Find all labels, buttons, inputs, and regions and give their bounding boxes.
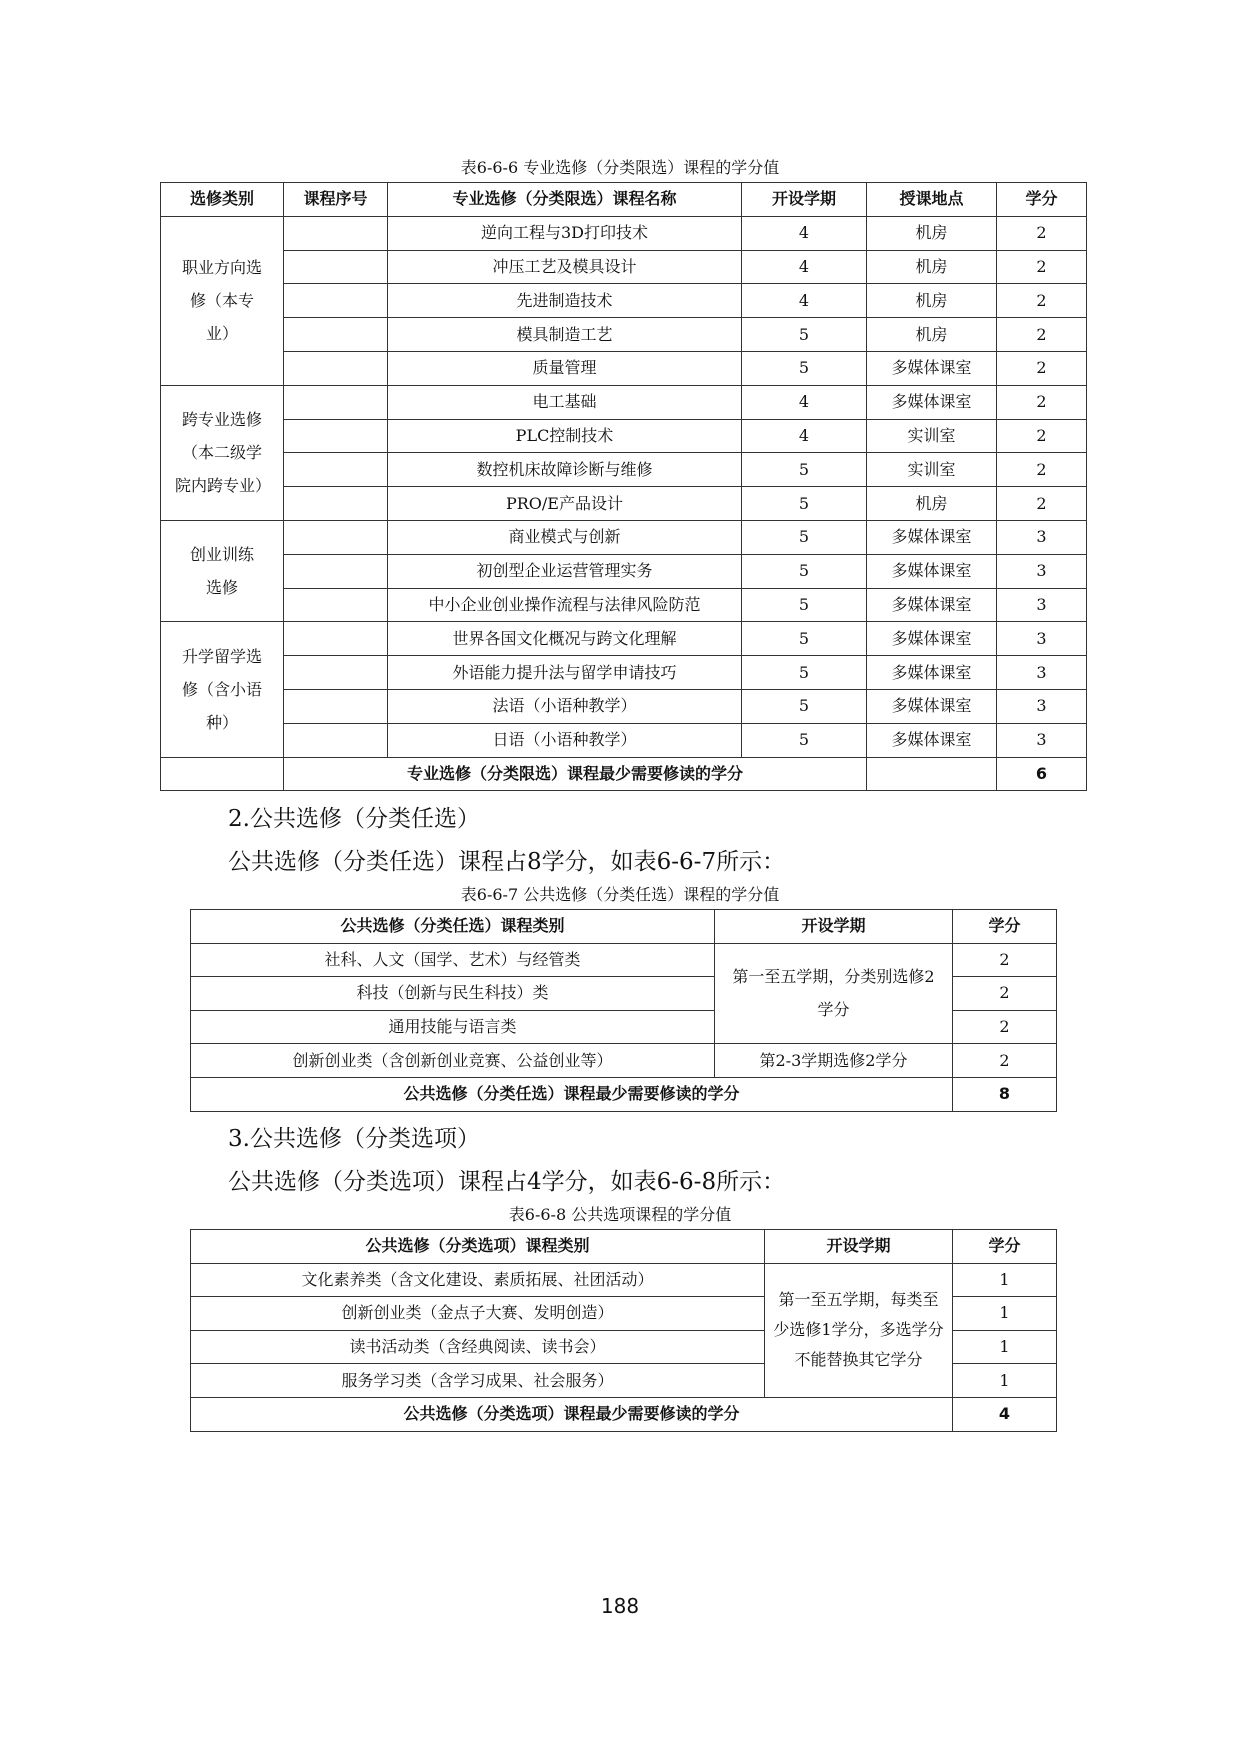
table-row: [161, 385, 1087, 419]
credit-cell: 2: [997, 351, 1087, 385]
header-course-no: 课程序号: [284, 183, 388, 217]
table-row: [161, 554, 1087, 588]
page-number: 188: [600, 1594, 640, 1618]
table-row: [161, 487, 1087, 521]
course-name-cell: 初创型企业运营管理实务: [388, 554, 742, 588]
table-row: [161, 723, 1087, 757]
course-name-cell: 先进制造技术: [388, 284, 742, 318]
table-row: [191, 1044, 1057, 1078]
course-no-cell: [284, 318, 388, 352]
type-cell: 创新创业类（含创新创业竞赛、公益创业等）: [191, 1044, 715, 1078]
category-cell: 创业训练选修: [161, 520, 284, 621]
type-cell: 服务学习类（含学习成果、社会服务）: [191, 1364, 765, 1398]
credit-cell: 2: [953, 1044, 1057, 1078]
place-cell: 多媒体课室: [867, 554, 997, 588]
table-row: [161, 250, 1087, 284]
course-no-cell: [284, 723, 388, 757]
credit-cell: 1: [953, 1364, 1057, 1398]
type-cell: 社科、人文（国学、艺术）与经管类: [191, 943, 715, 977]
table-row: [191, 943, 1057, 977]
credit-cell: 2: [953, 977, 1057, 1011]
course-name-cell: 法语（小语种教学）: [388, 689, 742, 723]
term-cell: 5: [742, 656, 867, 690]
term-cell: 5: [742, 318, 867, 352]
table-row: [191, 1263, 1057, 1297]
place-cell: 多媒体课室: [867, 689, 997, 723]
place-cell: 机房: [867, 216, 997, 250]
table1-caption: 表6-6-6 专业选修（分类限选）课程的学分值: [460, 158, 780, 177]
credit-cell: 1: [953, 1297, 1057, 1331]
course-no-cell: [284, 216, 388, 250]
term-cell: 4: [742, 419, 867, 453]
footer-empty-cell: [161, 757, 284, 791]
course-name-cell: 外语能力提升法与留学申请技巧: [388, 656, 742, 690]
term-merged-cell: 第一至五学期，分类别选修2学分: [715, 943, 953, 1044]
header-credit: 学分: [953, 910, 1057, 944]
term-cell: 5: [742, 351, 867, 385]
course-no-cell: [284, 622, 388, 656]
header-term: 开设学期: [742, 183, 867, 217]
course-name-cell: 中小企业创业操作流程与法律风险防范: [388, 588, 742, 622]
term-cell: 5: [742, 723, 867, 757]
footer-total-credit: 4: [953, 1397, 1057, 1431]
section2-heading: 2.公共选修（分类任选）: [228, 806, 480, 832]
place-cell: 机房: [867, 250, 997, 284]
credit-cell: 2: [997, 487, 1087, 521]
place-cell: 多媒体课室: [867, 351, 997, 385]
course-no-cell: [284, 385, 388, 419]
header-type: 公共选修（分类任选）课程类别: [191, 910, 715, 944]
course-name-cell: 商业模式与创新: [388, 520, 742, 554]
term-cell: 4: [742, 385, 867, 419]
header-type: 公共选修（分类选项）课程类别: [191, 1230, 765, 1264]
term-cell: 5: [742, 487, 867, 521]
table-public-optional: [190, 909, 1057, 1112]
header-credit: 学分: [997, 183, 1087, 217]
term-cell: 5: [742, 622, 867, 656]
table-row: [161, 351, 1087, 385]
table-row: [161, 588, 1087, 622]
table3-caption: 表6-6-8 公共选项课程的学分值: [508, 1205, 732, 1224]
header-place: 授课地点: [867, 183, 997, 217]
course-name-cell: 世界各国文化概况与跨文化理解: [388, 622, 742, 656]
term-cell: 4: [742, 250, 867, 284]
footer-label: 公共选修（分类选项）课程最少需要修读的学分: [191, 1397, 953, 1431]
place-cell: 实训室: [867, 453, 997, 487]
category-cell: 职业方向选修（本专业）: [161, 216, 284, 385]
place-cell: 多媒体课室: [867, 656, 997, 690]
credit-cell: 2: [953, 1010, 1057, 1044]
footer-label: 专业选修（分类限选）课程最少需要修读的学分: [284, 757, 867, 791]
course-no-cell: [284, 250, 388, 284]
course-name-cell: 电工基础: [388, 385, 742, 419]
course-name-cell: 逆向工程与3D打印技术: [388, 216, 742, 250]
place-cell: 多媒体课室: [867, 622, 997, 656]
section3-heading: 3.公共选修（分类选项）: [228, 1126, 480, 1152]
term-cell: 5: [742, 689, 867, 723]
credit-cell: 2: [953, 943, 1057, 977]
table-footer-row: [161, 757, 1087, 791]
credit-cell: 2: [997, 318, 1087, 352]
course-no-cell: [284, 453, 388, 487]
term-cell: 5: [742, 554, 867, 588]
credit-cell: 1: [953, 1263, 1057, 1297]
course-no-cell: [284, 588, 388, 622]
type-cell: 创新创业类（金点子大赛、发明创造）: [191, 1297, 765, 1331]
table-row: [161, 284, 1087, 318]
course-no-cell: [284, 284, 388, 318]
term-cell: 第2-3学期选修2学分: [715, 1044, 953, 1078]
place-cell: 机房: [867, 487, 997, 521]
footer-empty-cell: [867, 757, 997, 791]
place-cell: 多媒体课室: [867, 588, 997, 622]
course-no-cell: [284, 554, 388, 588]
credit-cell: 2: [997, 284, 1087, 318]
table-row: [161, 216, 1087, 250]
header-term: 开设学期: [715, 910, 953, 944]
course-name-cell: 冲压工艺及模具设计: [388, 250, 742, 284]
header-category: 选修类别: [161, 183, 284, 217]
course-name-cell: 日语（小语种教学）: [388, 723, 742, 757]
term-cell: 5: [742, 520, 867, 554]
type-cell: 文化素养类（含文化建设、素质拓展、社团活动）: [191, 1263, 765, 1297]
credit-cell: 2: [997, 250, 1087, 284]
place-cell: 机房: [867, 284, 997, 318]
table-row: [161, 622, 1087, 656]
place-cell: 多媒体课室: [867, 385, 997, 419]
credit-cell: 3: [997, 622, 1087, 656]
course-name-cell: PRO/E产品设计: [388, 487, 742, 521]
term-merged-cell: 第一至五学期，每类至少选修1学分，多选学分不能替换其它学分: [765, 1263, 953, 1397]
credit-cell: 3: [997, 723, 1087, 757]
course-no-cell: [284, 656, 388, 690]
table-row: [161, 689, 1087, 723]
table-header-row: [161, 183, 1087, 217]
credit-cell: 2: [997, 453, 1087, 487]
place-cell: 多媒体课室: [867, 520, 997, 554]
table-elective-limited: [160, 182, 1087, 791]
table-header-row: [191, 910, 1057, 944]
place-cell: 实训室: [867, 419, 997, 453]
credit-cell: 3: [997, 554, 1087, 588]
header-course-name: 专业选修（分类限选）课程名称: [388, 183, 742, 217]
table-footer-row: [191, 1077, 1057, 1111]
credit-cell: 3: [997, 656, 1087, 690]
course-name-cell: PLC控制技术: [388, 419, 742, 453]
table-row: [161, 520, 1087, 554]
credit-cell: 1: [953, 1330, 1057, 1364]
header-credit: 学分: [953, 1230, 1057, 1264]
type-cell: 通用技能与语言类: [191, 1010, 715, 1044]
course-no-cell: [284, 487, 388, 521]
course-name-cell: 模具制造工艺: [388, 318, 742, 352]
table-row: [161, 656, 1087, 690]
term-cell: 4: [742, 284, 867, 318]
credit-cell: 3: [997, 689, 1087, 723]
table-row: [161, 419, 1087, 453]
section3-intro: 公共选修（分类选项）课程占4学分，如表6-6-8所示：: [228, 1169, 786, 1195]
table2-caption: 表6-6-7 公共选修（分类任选）课程的学分值: [460, 885, 780, 904]
term-cell: 4: [742, 216, 867, 250]
category-cell: 升学留学选修（含小语种）: [161, 622, 284, 757]
course-no-cell: [284, 351, 388, 385]
credit-cell: 2: [997, 216, 1087, 250]
place-cell: 机房: [867, 318, 997, 352]
course-name-cell: 质量管理: [388, 351, 742, 385]
type-cell: 科技（创新与民生科技）类: [191, 977, 715, 1011]
course-name-cell: 数控机床故障诊断与维修: [388, 453, 742, 487]
category-cell: 跨专业选修（本二级学院内跨专业）: [161, 385, 284, 520]
credit-cell: 2: [997, 419, 1087, 453]
table-row: [161, 318, 1087, 352]
credit-cell: 3: [997, 588, 1087, 622]
place-cell: 多媒体课室: [867, 723, 997, 757]
table-footer-row: [191, 1397, 1057, 1431]
term-cell: 5: [742, 588, 867, 622]
course-no-cell: [284, 419, 388, 453]
footer-total-credit: 8: [953, 1077, 1057, 1111]
section2-intro: 公共选修（分类任选）课程占8学分，如表6-6-7所示：: [228, 849, 786, 875]
table-header-row: [191, 1230, 1057, 1264]
table-public-option: [190, 1229, 1057, 1432]
credit-cell: 3: [997, 520, 1087, 554]
footer-total-credit: 6: [997, 757, 1087, 791]
type-cell: 读书活动类（含经典阅读、读书会）: [191, 1330, 765, 1364]
course-no-cell: [284, 520, 388, 554]
credit-cell: 2: [997, 385, 1087, 419]
course-no-cell: [284, 689, 388, 723]
footer-label: 公共选修（分类任选）课程最少需要修读的学分: [191, 1077, 953, 1111]
header-term: 开设学期: [765, 1230, 953, 1264]
term-cell: 5: [742, 453, 867, 487]
table-row: [161, 453, 1087, 487]
